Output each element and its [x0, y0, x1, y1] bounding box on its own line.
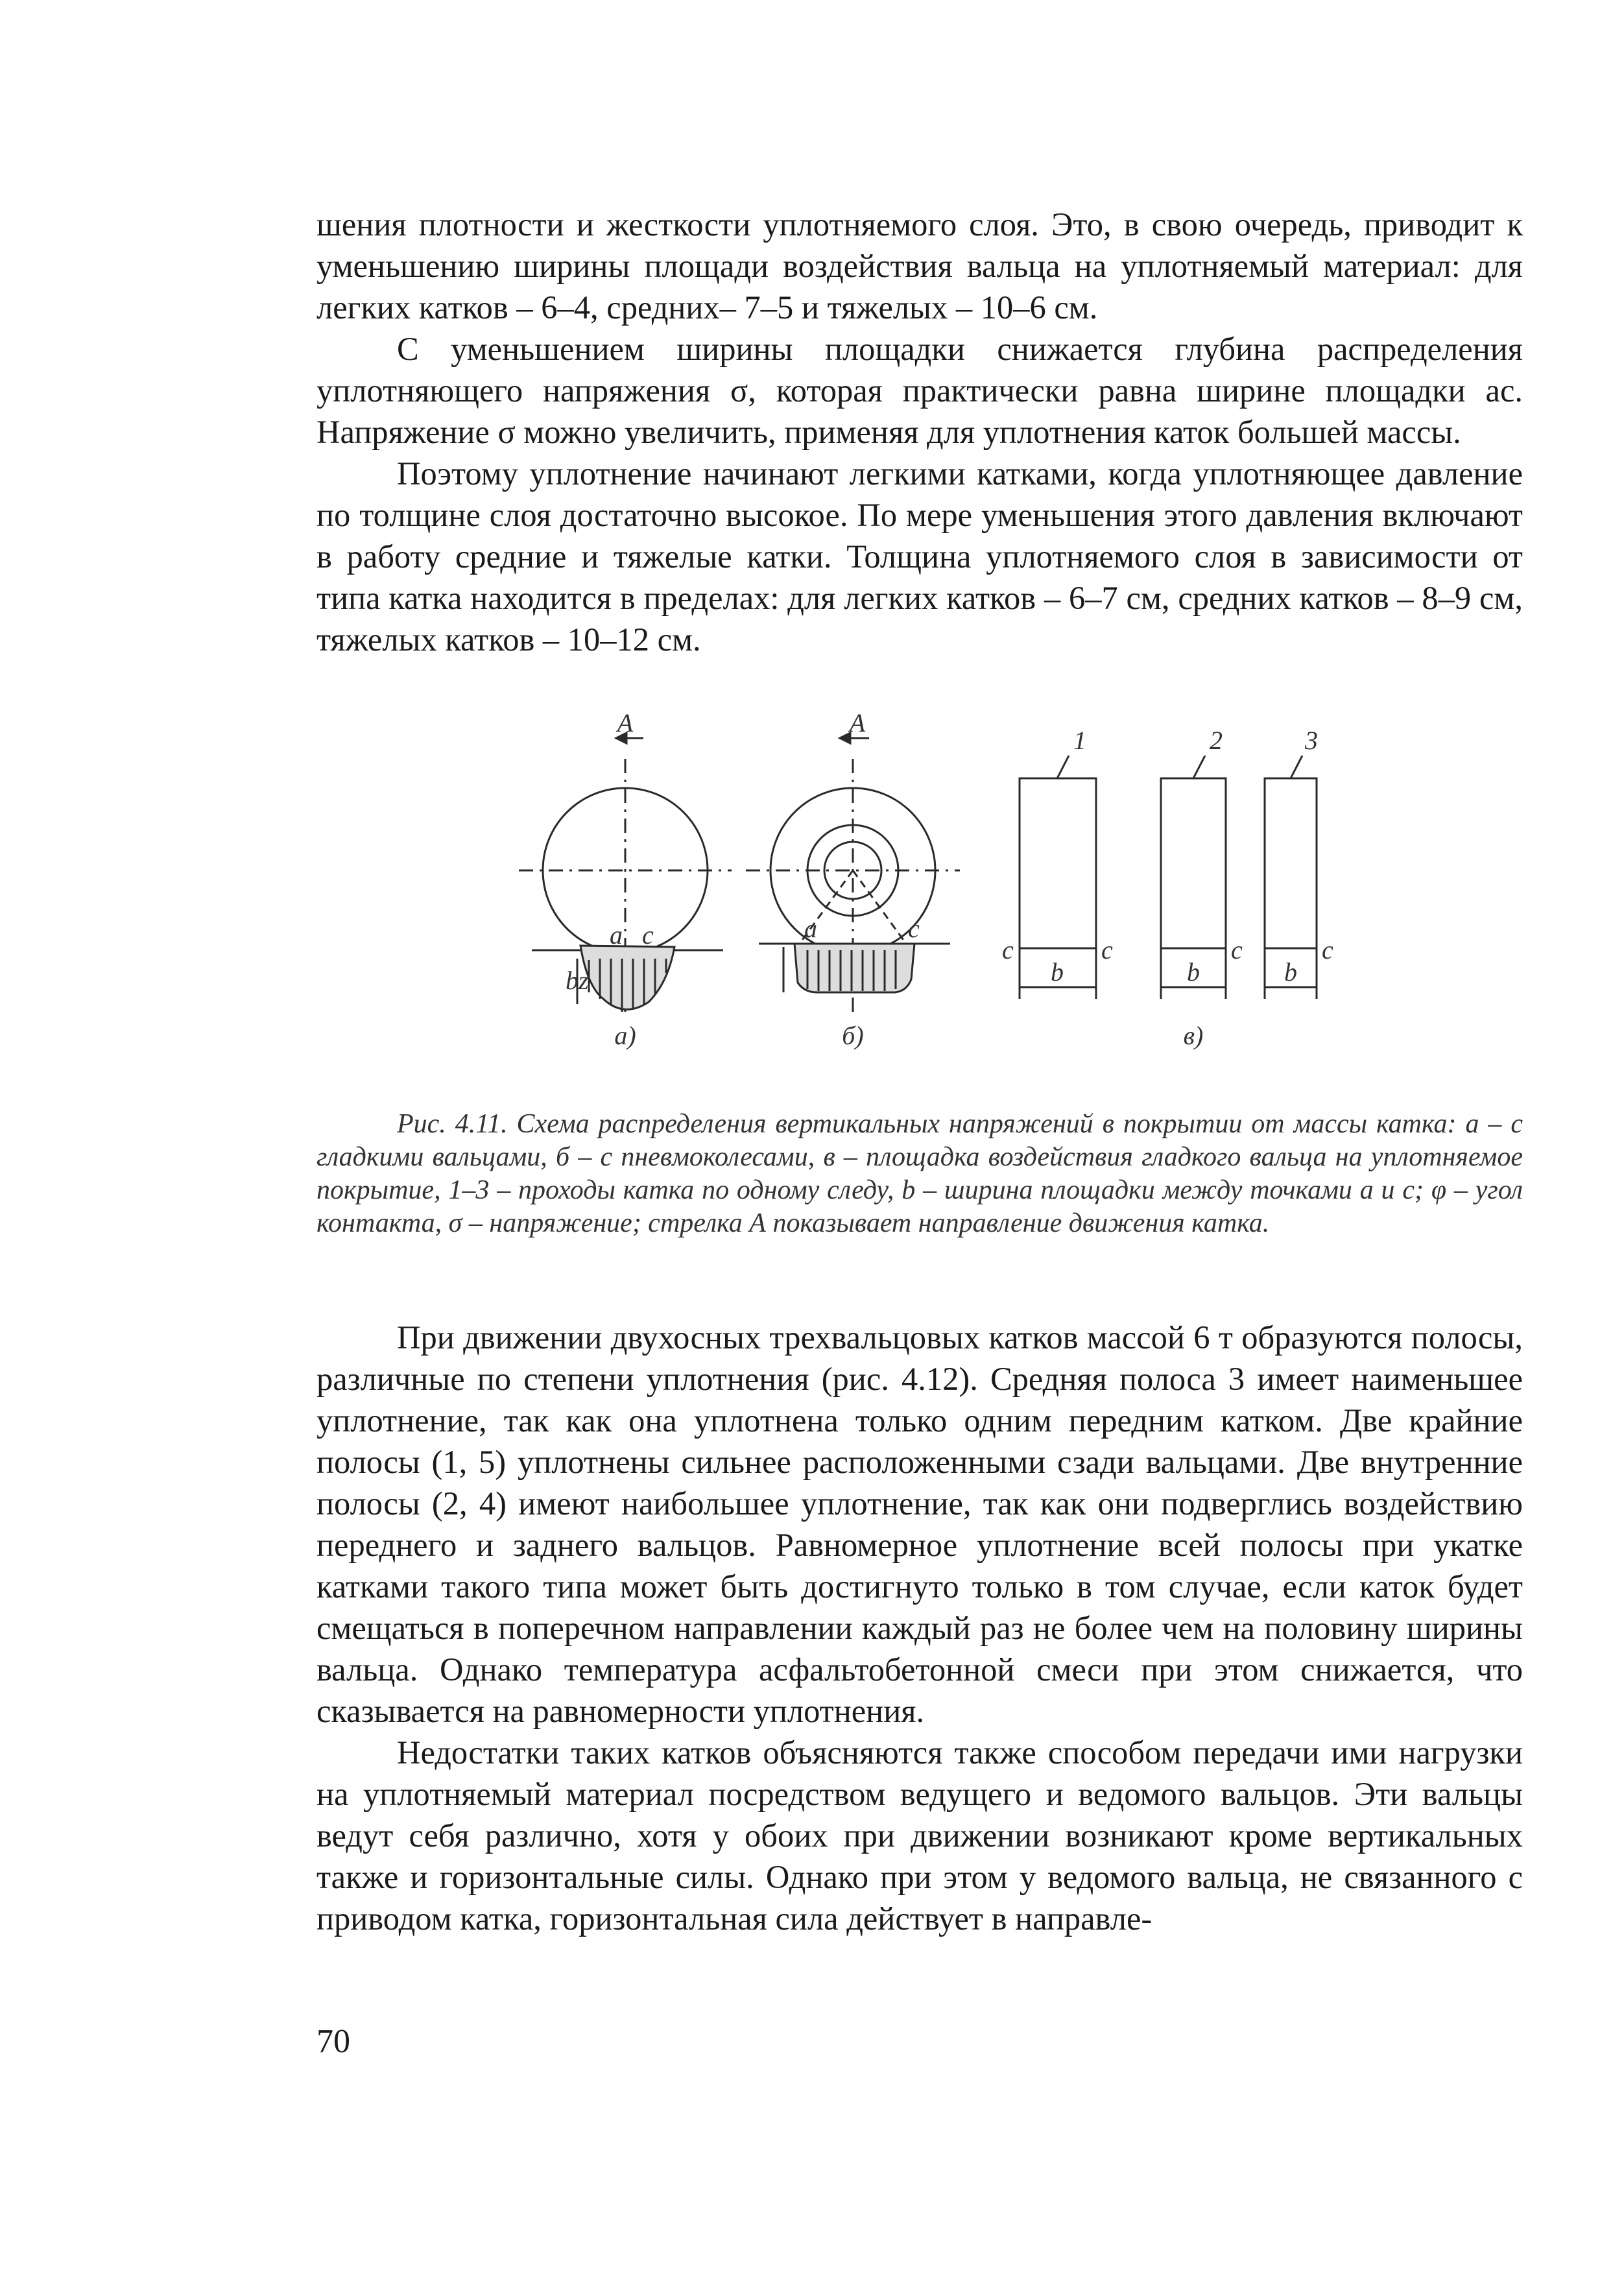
point-label: c: [1231, 935, 1243, 964]
depth-label: bz: [566, 966, 589, 995]
stress-zone: [580, 946, 675, 1009]
pass-label: 1: [1073, 726, 1086, 755]
paragraph: При движении двухосных трехвальцовых катков массой 6 т образуются полосы, различные по степени уплотнения (рис. 4.12). Средняя полоса 3 имеет наименьшее уплотнение, так как она уплотнена только одним передним катком. Две крайние полосы (1, 5) уплотнены сильнее расположенными сзади вальцами. Две внутренние полосы (2, 4) имеют наибольшее уплотнение, так как они подверглись воздействию переднего и заднего вальцов. Равномерное уплотнение всей полосы при укатке катками такого типа может быть достигнуто только в том случае, если каток будет смещаться в поперечном направлении каждый раз не более чем на половину ширины вальца. Однако температура асфальтобетонной смеси при этом снижается, что сказывается на равномерности уплотнения.: [316, 1319, 1523, 1729]
point-label: c: [1101, 935, 1113, 964]
width-label: b: [1187, 957, 1200, 987]
paragraph: С уменьшением ширины площадки снижается глубина распределения уплотняющего напряжения σ, которая практически равна ширине площадки ac. Напряжение σ можно увеличить, применяя для уплотнения каток большей массы.: [316, 331, 1523, 450]
paragraph: шения плотности и жесткости уплотняемого слоя. Это, в свою очередь, приводит к уменьшению ширины площади воздействия вальца на уплотняемый материал: для легких катков – 6–4, средних– 7–5 и тяжелых – 10–6 см.: [316, 206, 1523, 326]
point-label: c: [1002, 935, 1014, 964]
point-label: a: [804, 914, 817, 943]
width-label: b: [1051, 957, 1064, 987]
panel-label-a: а): [614, 1021, 636, 1050]
page-number: 70: [316, 2023, 350, 2060]
paragraph: Недостатки таких катков объясняются также способом передачи ими нагрузки на уплотняемый материал посредством ведущего и ведомого вальцов. Эти вальцы ведут себя различно, хотя у обоих при движении возникают кроме вертикальных также и горизонтальные силы. Однако при этом у ведомого вальца, не связанного с приводом катка, горизонтальная сила действует в направле-: [316, 1734, 1523, 1937]
caption-text: Рис. 4.11. Схема распределения вертикальных напряжений в покрытии от массы катка: а – с гладкими вальцами, б – с пневмоколесами, в – площадка воздействия гладкого вальца на уплотняемое покрытие, 1–3 – проходы катка по одному следу, b – ширина площадки между точками a и c; φ – угол контакта, σ – напряжение; стрелка А показывает направление движения катка.: [316, 1109, 1523, 1238]
arrow-label-b: A: [849, 708, 866, 737]
point-label: c: [908, 914, 920, 943]
pass-label: 3: [1305, 726, 1318, 755]
pass-strip-3: [1265, 778, 1317, 948]
pass-strip-1: [1020, 778, 1096, 948]
pass-label: 2: [1210, 726, 1223, 755]
point-label: a: [610, 920, 623, 950]
arrow-label-a: A: [617, 708, 634, 737]
paragraph: Поэтому уплотнение начинают легкими катками, когда уплотняющее давление по толщине слоя достаточно высокое. По мере уменьшения этого давления включают в работу средние и тяжелые катки. Толщина уплотняемого слоя в зависимости от типа катка находится в пределах: для легких катков – 6–7 см, средних катков – 8–9 см, тяжелых катков – 10–12 см.: [316, 455, 1523, 658]
figure-caption: [316, 1108, 1523, 1240]
panel-label-b: б): [842, 1021, 864, 1050]
body-text-bottom: [316, 1317, 1523, 1939]
width-label: b: [1284, 957, 1297, 987]
point-label: c: [642, 920, 654, 950]
point-label: c: [1322, 935, 1333, 964]
panel-label-c: в): [1183, 1021, 1204, 1050]
pass-strip-2: [1161, 778, 1226, 948]
